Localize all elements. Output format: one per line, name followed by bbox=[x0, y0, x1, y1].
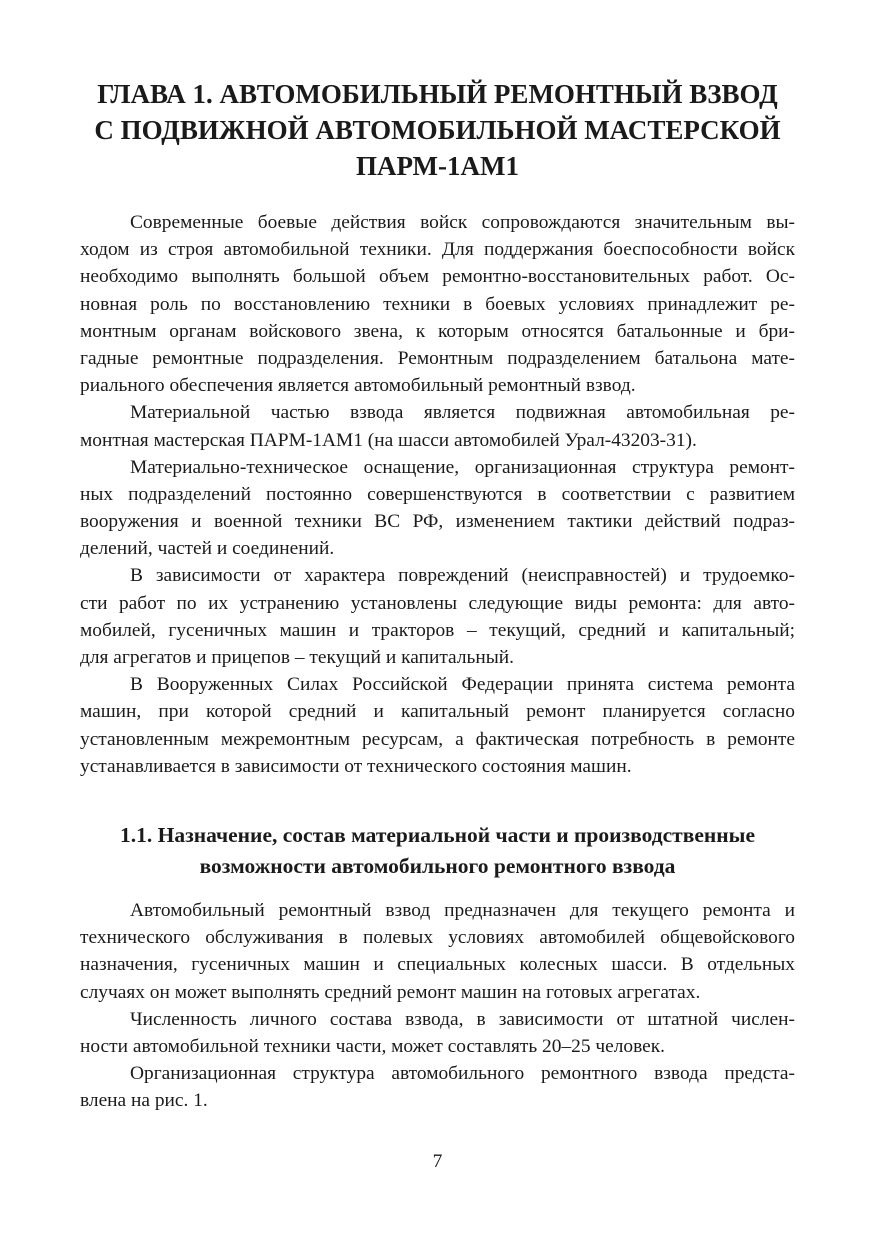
page-number: 7 bbox=[432, 1151, 443, 1172]
text-line: Материальной частью взвода является подвижная автомобильная ре- bbox=[130, 402, 795, 424]
text-line: установленным межремонтным ресурсам, а фактическая потребность в ремонте bbox=[80, 728, 795, 750]
text-line: Современные боевые действия войск сопровождаются значительным вы- bbox=[130, 212, 795, 233]
text-line: случаях он может выполнять средний ремонт машин на готовых агрегатах. bbox=[80, 981, 701, 1003]
text-line: Материально-техническое оснащение, организационная структура ремонт- bbox=[130, 456, 795, 478]
text-line: новная роль по восстановлению техники в боевых условиях принадлежит ре- bbox=[80, 293, 795, 315]
text-line: В Вооруженных Силах Российской Федерации принята система ремонта bbox=[130, 674, 795, 696]
paragraph bbox=[80, 399, 795, 453]
text-line: монтная мастерская ПАРМ-1АМ1 (на шасси автомобилей Урал-43203-31). bbox=[80, 429, 697, 451]
chapter-title-line: С ПОДВИЖНОЙ АВТОМОБИЛЬНОЙ МАСТЕРСКОЙ bbox=[94, 115, 781, 145]
text-line: влена на рис. 1. bbox=[80, 1090, 208, 1112]
text-line: гадные ремонтные подразделения. Ремонтным подразделением батальона мате- bbox=[80, 347, 795, 369]
text-line: ных подразделений постоянно совершенствуются в соответствии с развитием bbox=[80, 483, 795, 505]
section-text bbox=[80, 897, 795, 1115]
intro-text bbox=[80, 209, 795, 780]
text-line: вооружения и военной техники ВС РФ, изменением тактики действий подраз- bbox=[80, 511, 795, 533]
paragraph bbox=[80, 454, 795, 563]
paragraph bbox=[80, 897, 795, 1006]
text-line: Численность личного состава взвода, в зависимости от штатной числен- bbox=[130, 1008, 795, 1030]
text-line: ности автомобильной техники части, может составлять 20–25 человек. bbox=[80, 1035, 666, 1057]
paragraph bbox=[80, 1006, 795, 1060]
text-line: В зависимости от характера повреждений (неисправностей) и трудоемко- bbox=[130, 565, 795, 587]
section-title-line: возможности автомобильного ремонтного взвода bbox=[199, 854, 676, 878]
text-line: делений, частей и соединений. bbox=[80, 538, 335, 560]
text-line: для агрегатов и прицепов – текущий и капитальный. bbox=[80, 647, 514, 668]
text-line: необходимо выполнять большой объем ремонтно-восстановительных работ. Ос- bbox=[80, 266, 795, 288]
chapter-title-line: ГЛАВА 1. АВТОМОБИЛЬНЫЙ РЕМОНТНЫЙ ВЗВОД bbox=[97, 79, 778, 109]
text-line: назначения, гусеничных машин и специальных колесных шасси. В отдельных bbox=[80, 954, 795, 976]
text-line: Автомобильный ремонтный взвод предназначен для текущего ремонта и bbox=[130, 900, 795, 921]
text-line: монтным органам войскового звена, к которым относятся батальонные и бри- bbox=[80, 320, 795, 342]
text-line: сти работ по их устранению установлены следующие виды ремонта: для авто- bbox=[80, 592, 795, 614]
paragraph bbox=[80, 1060, 795, 1114]
section-title-line: 1.1. Назначение, состав материальной части и производственные bbox=[119, 823, 756, 847]
section-title bbox=[80, 820, 795, 882]
text-line: устанавливается в зависимости от технического состояния машин. bbox=[80, 755, 632, 777]
chapter-title bbox=[80, 76, 795, 184]
text-line: мобилей, гусеничных машин и тракторов – текущий, средний и капитальный; bbox=[80, 619, 795, 641]
text-line: технического обслуживания в полевых условиях автомобилей общевойскового bbox=[80, 927, 795, 949]
paragraph bbox=[80, 671, 795, 780]
text-line: риального обеспечения является автомобильный ремонтный взвод. bbox=[80, 375, 636, 397]
paragraph bbox=[80, 209, 795, 399]
text-line: Организационная структура автомобильного ремонтного взвода предста- bbox=[130, 1063, 795, 1085]
paragraph bbox=[80, 562, 795, 671]
text-line: машин, при которой средний и капитальный ремонт планируется согласно bbox=[80, 701, 795, 723]
chapter-title-line: ПАРМ-1АМ1 bbox=[356, 151, 519, 181]
text-line: ходом из строя автомобильной техники. Для поддержания боеспособности войск bbox=[80, 239, 795, 261]
